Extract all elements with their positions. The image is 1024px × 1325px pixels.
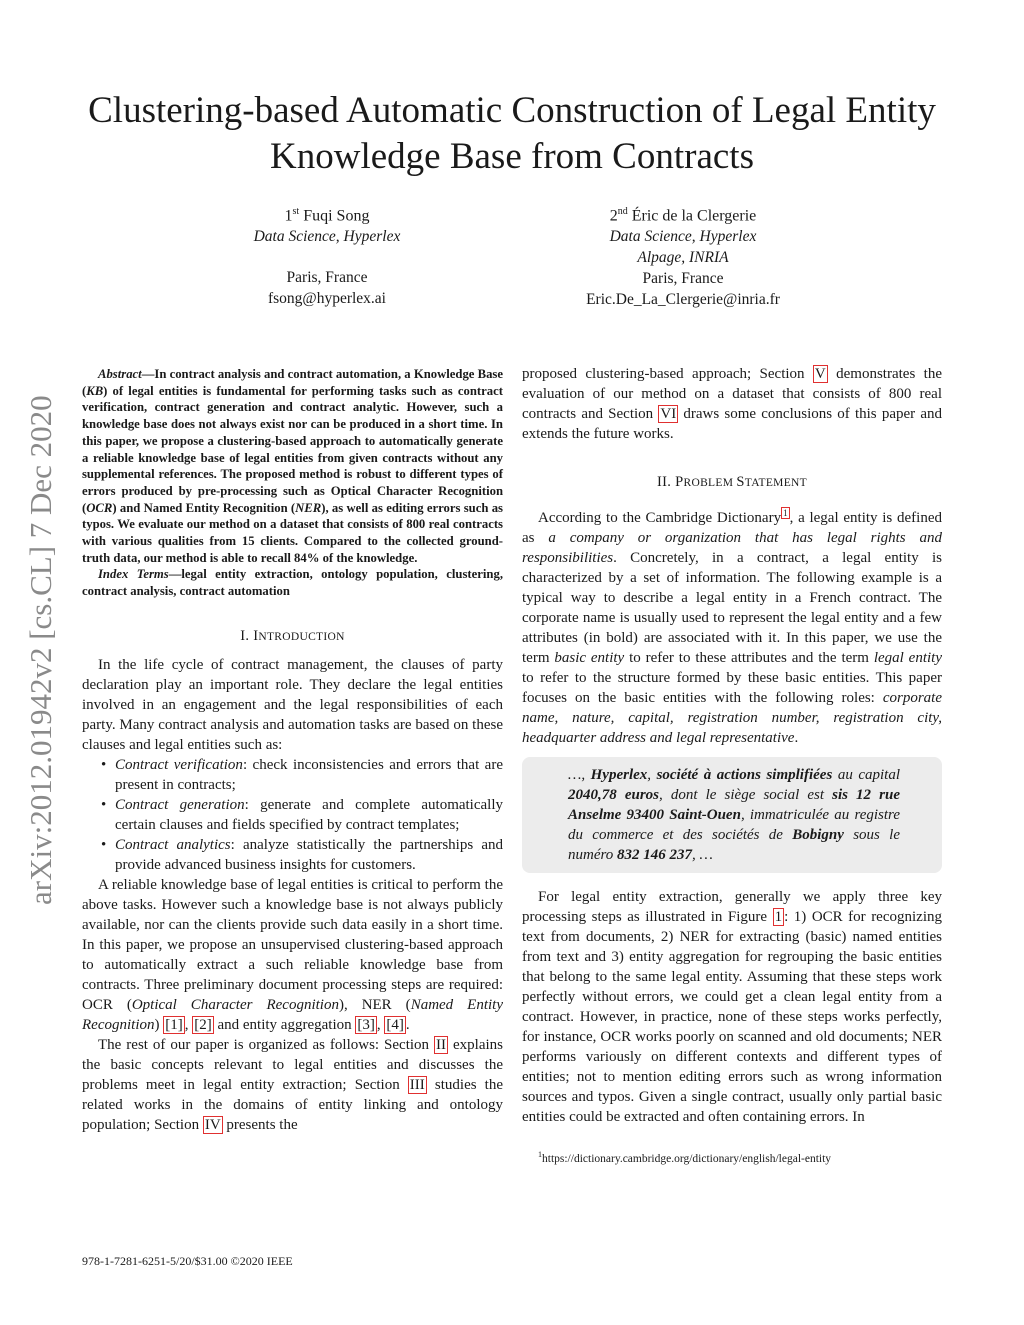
author-1-name-line: 1st Fuqi Song [284,206,370,225]
list-item: • Contract verification: check inconsistencies and errors that are present in contracts; [101,756,503,793]
author-2-location: Paris, France [642,270,724,288]
list-item: • Contract generation: generate and complete automatically certain clauses and fields specified by contract templates; [101,796,504,833]
intro-paragraph-1: In the life cycle of contract management, the clauses of party declaration play an important role. They declare the legal entities involved in an engagement and the legal responsibilities of each party. Many contract analysis and automation tasks are based on these clauses and legal entities such as: [82,656,503,753]
citation-link-2[interactable]: [2] [194,1016,212,1033]
section-link-5[interactable]: V [814,366,826,382]
right-column [522,364,942,1167]
section-heading-problem-statement: II. PROBLEM STATEMENT [657,474,807,490]
intro-paragraph-3: The rest of our paper is organized as follows: Section II explains the basic concepts relevant to legal entities and discusses the problems meet in legal entity extraction; Section III studies the related works in the domains of entity linking and ontology population; Section IV presents the [82,1036,503,1133]
section-link-6[interactable]: VI [660,406,677,422]
section-heading-introduction: I. INTRODUCTION [240,627,345,644]
intro-paragraph-3-continued: proposed clustering-based approach; Section V demonstrates the evaluation of our method on a dataset that consists of 800 real contracts and Section VI draws some conclusions of this paper and extends the future works. [522,366,942,442]
section-link-4[interactable]: IV [204,1116,221,1133]
author-1-email: fsong@hyperlex.ai [267,290,386,308]
problem-paragraph-2: For legal entity extraction, generally we apply three key processing steps as illustrated in Figure 1 : 1) OCR for recognizing text from documents, 2) NER for extracting (basic) named entities from text and 3) entity aggregation for regrouping the basic entities that belong to the same legal entity. Assuming that these steps work perfectly without errors, we could get a clean legal entity from a contract. However, in practice, none of these steps works perfectly, for instance, OCR works poorly on scanned and old documents; NER performs variously on different contexts and different types of entities; not to mention editing errors such as wrong information sources and typos. Given a single contract, usually only partial basic entities could be extracted and often containing errors. In [522,889,942,1125]
author-2-affiliation-1: Data Science, Hyperlex [609,228,757,246]
author-2-name-line: 2nd Éric de la Clergerie [609,206,757,225]
author-1-location: Paris, France [286,269,368,287]
citation-link-3[interactable]: [3] [357,1016,375,1033]
section-link-2[interactable]: II [436,1036,447,1053]
paper-title: Clustering-based Automatic Construction of Legal Entity Knowledge Base from Contracts [88,90,936,177]
footnote-link-1[interactable]: 1 [783,508,788,518]
index-terms: Index Terms—legal entity extraction, ontology population, clustering, contract analysis, contract automation [82,567,503,599]
list-item: • Contract analytics: analyze statistically the partnerships and provide advanced business insights for customers. [101,836,503,873]
footnote: $^1$https://dictionary.cambridge.org/dictionary/english/legal-entity [538,1150,832,1165]
problem-paragraph-1: According to the Cambridge Dictionary $^1$ , a legal entity is defined as a company or organization that has legal rights and responsibilities. Concretely, in a contract, a legal entity is characterized by a set of information. The following example is a typical way to describe a legal entity in a French contract. The corporate name is usually used to represent the legal entity and a few attributes (in bold) are associated with it. In this paper, we use the term basic entity to refer to these attributes and the term legal entity to refer to the structure formed by these basic entities. This paper focuses on the basic entities with the following roles: corporate name, nature, capital, registration number, registration city, headquarter address and legal representative. [522,508,943,746]
section-link-3[interactable]: III [409,1076,425,1093]
figure-link-1[interactable]: 1 [774,909,783,925]
legal-entity-example-box: …, Hyperlex, société à actions simplifiées au capital 2040,78 euros, dont le siège social est sis 12 rue Anselme 93400 Saint-Ouen, immatriculée au registre du commerce et des sociétés de Bobigny sous le numéro 832 146 237, … [522,757,942,873]
author-1-affiliation: Data Science, Hyperlex [253,228,401,246]
author-2-email: Eric.De_La_Clergerie@inria.fr [586,291,780,309]
copyright-notice: 978-1-7281-6251-5/20/$31.00 ©2020 IEEE [82,1254,293,1268]
left-column [82,366,503,1135]
abstract: Abstract—In contract analysis and contract automation, a Knowledge Base (KB) of legal entities is fundamental for performing tasks such as contract verification, contract generation and contract analytic. However, such a knowledge base does not always exist nor can be produced in a short time. In this paper, we propose a clustering-based approach to automatically generate a reliable knowledge base of legal entities from given contracts without any supplemental references. The proposed method is robust to different types of errors produced by pre-processing such as Optical Character Recognition (OCR) and Named Entity Recognition (NER), as well as editing errors such as typos. We evaluate our method on a dataset that consists of 800 real contracts with various qualities from 15 clients. Compared to the collected ground-truth data, our method is able to recall 84% of the knowledge. [82,367,503,565]
citation-link-4[interactable]: [4] [386,1016,404,1033]
footnote-url[interactable]: https://dictionary.cambridge.org/dictionary/english/legal-entity [542,1152,832,1165]
author-1-block [197,201,457,309]
author-1-name: Fuqi Song [303,207,370,225]
author-2-affiliation-2: Alpage, INRIA [637,249,729,267]
author-2-block [533,201,833,310]
citation-link-1[interactable]: [1] [165,1016,183,1033]
arxiv-stamp: arXiv:2012.01942v2 [cs.CL] 7 Dec 2020 [23,395,58,905]
author-2-name: Éric de la Clergerie [631,207,757,225]
intro-bullet-list [82,755,503,875]
intro-paragraph-2: A reliable knowledge base of legal entities is critical to perform the above tasks. However such a knowledge base is not always publicly available, nor can the clients provide such data easily in a short time. In this paper, we propose an unsupervised clustering-based approach to automatically extract a such reliable knowledge base from contracts. Three preliminary document processing steps are required: OCR (Optical Character Recognition), NER (Named Entity Recognition) [1] , [2] and entity aggregation [3] , [4] . [82,876,503,1033]
